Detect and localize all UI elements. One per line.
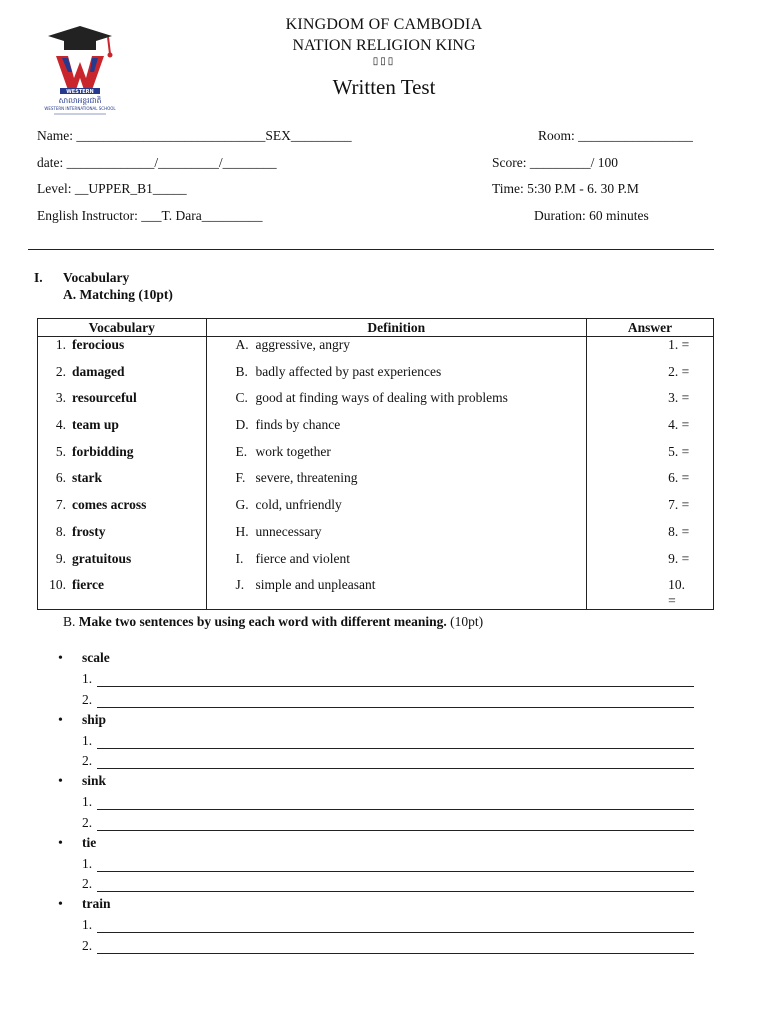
header-divider: [28, 249, 714, 250]
answer-underline: [97, 932, 694, 933]
definition-text: unnecessary: [255, 523, 322, 539]
word-item: [58, 834, 698, 899]
answer-underline: [97, 830, 694, 831]
sentence-line-number: 1.: [82, 732, 93, 748]
answer-blank[interactable]: 1. =: [668, 337, 690, 352]
svg-text:WESTERN: WESTERN: [66, 89, 94, 95]
country-heading: KINGDOM OF CAMBODIA: [285, 16, 483, 33]
motto-heading: NATION RELIGION KING: [292, 37, 476, 54]
table-row: [38, 551, 714, 578]
answer-blank[interactable]: 9. =: [668, 550, 690, 566]
sentence-line-number: 1.: [82, 671, 93, 686]
header-ornament: ▯▯▯: [372, 56, 396, 67]
word-item: [58, 898, 698, 960]
vocab-number: 9.: [55, 550, 66, 566]
sentence-line-number: 1.: [82, 794, 93, 809]
sentence-line-number: 2.: [82, 876, 93, 891]
answer-underline: [97, 748, 694, 749]
answer-underline: [97, 768, 694, 769]
answer-underline: [97, 953, 694, 954]
score-field[interactable]: Score: _________/ 100: [492, 155, 618, 170]
level-field: Level: __UPPER_B1_____: [37, 181, 187, 196]
target-word: tie: [82, 834, 97, 850]
vocab-word: frosty: [72, 523, 106, 539]
answer-blank[interactable]: 6. =: [668, 470, 690, 486]
header-vocabulary: Vocabulary: [38, 319, 207, 337]
instructor-field: English Instructor: ___T. Dara_________: [37, 208, 263, 223]
definition-letter: J.: [235, 577, 245, 593]
vocab-number: 8.: [55, 523, 66, 539]
sentence-line-number: 2.: [82, 691, 93, 707]
bullet-icon: •: [58, 651, 63, 666]
header-definition: Definition: [206, 319, 587, 337]
vocab-number: 7.: [55, 497, 66, 513]
vocab-number: 3.: [55, 390, 66, 406]
answer-blank[interactable]: 3. =: [668, 390, 690, 406]
sentence-word-list: [58, 652, 698, 960]
sentence-line-number: 1.: [82, 855, 93, 871]
definition-letter: E.: [235, 443, 248, 459]
definition-text: good at finding ways of dealing with problems: [255, 390, 508, 406]
word-item: [58, 652, 698, 714]
vocab-word: gratuitous: [72, 550, 132, 566]
definition-text: severe, threatening: [255, 470, 358, 486]
vocab-number: 2.: [55, 363, 66, 379]
answer-blank[interactable]: 10. =: [668, 577, 685, 609]
definition-letter: B.: [235, 363, 248, 379]
section-number: I.: [34, 270, 43, 285]
vocab-word: stark: [72, 470, 102, 486]
vocab-number: 1.: [55, 337, 66, 352]
svg-text:សាលាអន្តរជាតិ: សាលាអន្តរជាតិ: [58, 96, 102, 105]
answer-blank[interactable]: 4. =: [668, 417, 690, 433]
table-row: [38, 444, 714, 471]
vocab-word: fierce: [72, 577, 104, 593]
definition-letter: I.: [235, 550, 244, 566]
answer-blank[interactable]: 7. =: [668, 497, 690, 513]
table-row: [38, 390, 714, 417]
part-b-text: Make two sentences by using each word with different meaning.: [78, 614, 447, 629]
bullet-icon: •: [58, 835, 63, 851]
date-field[interactable]: date: _____________/_________/________: [37, 155, 277, 170]
target-word: ship: [82, 711, 107, 727]
answer-underline: [97, 686, 694, 687]
vocab-word: resourceful: [72, 390, 137, 406]
definition-letter: F.: [235, 470, 246, 486]
vocab-number: 6.: [55, 470, 66, 486]
vocab-word: comes across: [72, 497, 147, 513]
answer-blank[interactable]: 8. =: [668, 523, 690, 539]
definition-letter: C.: [235, 390, 248, 406]
answer-blank[interactable]: 2. =: [668, 363, 690, 379]
answer-underline: [97, 707, 694, 708]
vocab-number: 4.: [55, 417, 66, 433]
table-row: [38, 577, 714, 610]
vocab-word: team up: [72, 417, 119, 433]
vocab-number: 5.: [55, 443, 66, 459]
time-field: Time: 5:30 P.M - 6. 30 P.M: [492, 181, 639, 196]
word-item: [58, 775, 698, 837]
definition-text: fierce and violent: [255, 550, 350, 566]
bullet-icon: •: [58, 712, 63, 728]
header-answer: Answer: [587, 319, 714, 337]
target-word: train: [82, 896, 111, 911]
bullet-icon: •: [58, 774, 63, 789]
word-item: [58, 711, 698, 776]
definition-letter: D.: [235, 417, 249, 433]
sentence-line-number: 2.: [82, 814, 93, 830]
table-row: [38, 337, 714, 364]
target-word: sink: [82, 773, 107, 788]
room-field[interactable]: Room: _________________: [538, 128, 693, 143]
sentence-line-number: 2.: [82, 753, 93, 768]
definition-letter: G.: [235, 497, 249, 513]
matching-table: [37, 318, 714, 610]
table-row: [38, 364, 714, 391]
section-subtitle: A. Matching (10pt): [63, 287, 173, 302]
sentence-line-number: 1.: [82, 917, 93, 932]
vocab-number: 10.: [49, 577, 66, 593]
table-row: [38, 524, 714, 551]
definition-letter: A.: [235, 337, 249, 352]
table-row: [38, 417, 714, 444]
name-sex-field[interactable]: Name: ____________________________SEX_________: [37, 128, 352, 143]
definition-text: badly affected by past experiences: [255, 363, 442, 379]
vocab-word: ferocious: [72, 337, 125, 352]
definition-text: finds by chance: [255, 417, 341, 433]
page-title: Written Test: [332, 75, 436, 99]
sentence-line-number: 2.: [82, 937, 93, 953]
table-row: [38, 497, 714, 524]
definition-text: aggressive, angry: [255, 337, 350, 352]
svg-text:WESTERN INTERNATIONAL SCHOOL: WESTERN INTERNATIONAL SCHOOL: [44, 106, 116, 111]
vocab-word: forbidding: [72, 443, 134, 459]
definition-text: work together: [255, 443, 331, 459]
part-b-instruction: [63, 614, 483, 630]
answer-blank[interactable]: 5. =: [668, 443, 690, 459]
part-b-label: B.: [63, 614, 76, 629]
vocab-word: damaged: [72, 363, 125, 379]
definition-letter: H.: [235, 523, 249, 539]
definition-text: simple and unpleasant: [255, 577, 376, 593]
target-word: scale: [82, 650, 110, 665]
part-b-points: (10pt): [450, 614, 484, 629]
duration-field: Duration: 60 minutes: [534, 208, 649, 223]
table-row: [38, 470, 714, 497]
answer-underline: [97, 871, 694, 872]
bullet-icon: •: [58, 897, 63, 912]
definition-text: cold, unfriendly: [255, 497, 342, 513]
school-logo: [34, 26, 126, 122]
answer-underline: [97, 809, 694, 810]
answer-underline: [97, 891, 694, 892]
section-title: Vocabulary: [63, 270, 130, 285]
